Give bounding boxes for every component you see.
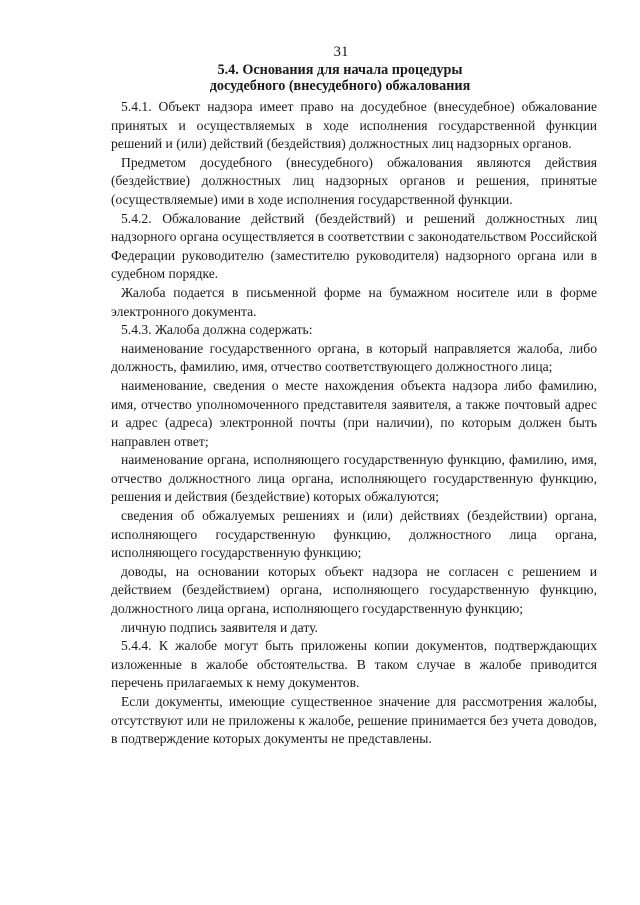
section-heading-line-1: 5.4. Основания для начала процедуры — [217, 62, 463, 78]
list-item-body-name: наименование органа, исполняющего государственную функцию, фамилию, имя, отчество должностного лица органа, исполняющего государственную функцию, решения и действия (бездействие) которых обжалуются; — [111, 452, 597, 505]
list-item-appealed-decisions: сведения об обжалуемых решениях и (или) действиях (бездействии) органа, исполняющего государственную функцию, должностного лица органа, исполняющего государственную функцию; — [111, 508, 597, 561]
paragraph-5-4-3: 5.4.3. Жалоба должна содержать: — [121, 322, 313, 338]
paragraph-complaint-form: Жалоба подается в письменной форме на бумажном носителе или в форме электронного документа. — [111, 284, 597, 319]
list-item-authority-name: наименование государственного органа, в который направляется жалоба, либо должность, фамилию, имя, отчество соответствующего должностного лица; — [111, 340, 597, 375]
section-heading — [180, 62, 500, 94]
paragraph-missing-documents: Если документы, имеющие существенное значение для рассмотрения жалобы, отсутствуют или не приложены к жалобе, решение принимается без учета доводов, в подтверждение которых документы не представлены. — [111, 694, 597, 747]
body-text — [111, 98, 597, 749]
paragraph-5-4-2: 5.4.2. Обжалование действий (бездействий) и решений должностных лиц надзорного органа осуществляется в соответствии с законодательством Российской Федерации руководителю (заместителю руководителя) надзорного органа или в судебном порядке. — [111, 210, 597, 282]
list-item-signature-date: личную подпись заявителя и дату. — [121, 619, 318, 635]
list-item-arguments: доводы, на основании которых объект надзора не согласен с решением и действием (бездействием) органа, исполняющего государственную функцию, должностного лица органа, исполняющего государственную функцию; — [111, 563, 597, 617]
list-item-applicant-details: наименование, сведения о месте нахождения объекта надзора либо фамилию, имя, отчество уполномоченного представителя заявителя, а также почтовый адрес и адрес (адреса) электронной почты (при наличии), по которым должен быть направлен ответ; — [111, 377, 597, 449]
paragraph-5-4-4: 5.4.4. К жалобе могут быть приложены копии документов, подтверждающих изложенные в жалобе обстоятельства. В таком случае в жалобе приводится перечень прилагаемых к нему документов. — [111, 638, 597, 691]
paragraph-subject-of-appeal: Предметом досудебного (внесудебного) обжалования являются действия (бездействие) должностных лиц надзорных органов и решения, принятые (осуществляемые) ими в ходе исполнения государственной функции. — [111, 154, 597, 207]
section-heading-line-2: досудебного (внесудебного) обжалования — [209, 78, 471, 94]
paragraph-5-4-1: 5.4.1. Объект надзора имеет право на досудебное (внесудебное) обжалование принятых и осуществляемых в ходе исполнения государственной функции решений и (или) действий (бездействия) должностных лиц надзорных органов. — [111, 99, 597, 152]
page-number: 31 — [333, 44, 349, 60]
